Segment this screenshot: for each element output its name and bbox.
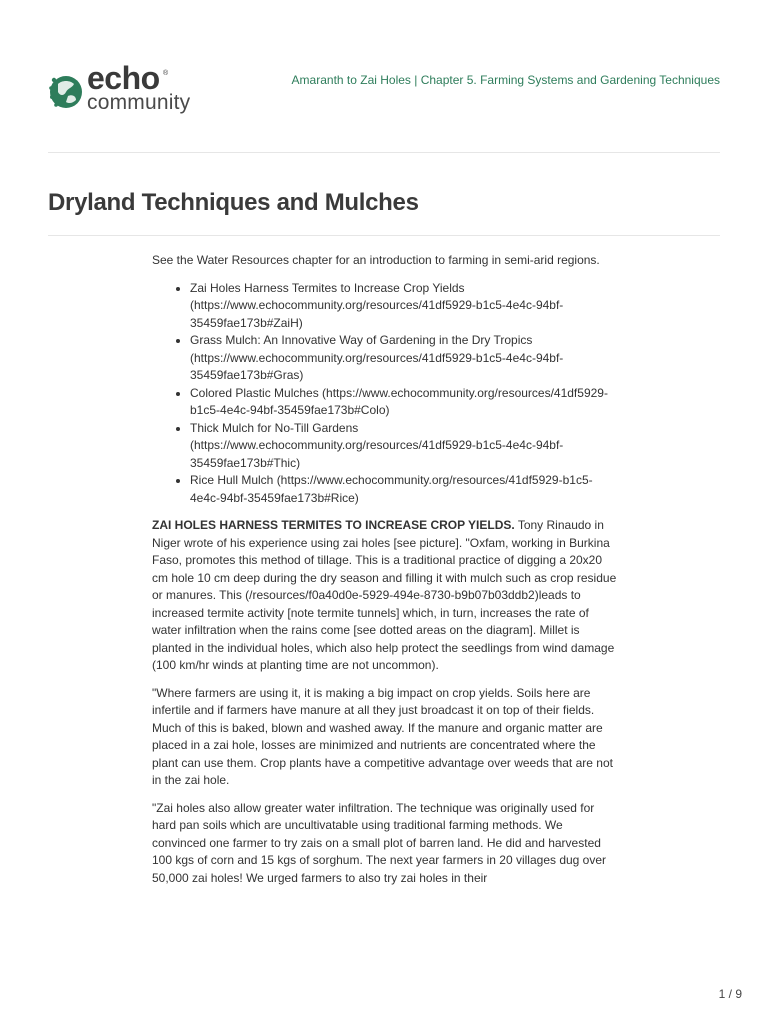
section-link-colored-plastic[interactable]: • Colored Plastic Mulches (https://www.echocommunity.org/resources/41df5929-b1c5-4e4c-94bf-35459fae173b#Colo) [190, 385, 618, 420]
title-divider [48, 235, 720, 236]
header-divider [48, 152, 720, 153]
section-link-zai-holes[interactable]: • Zai Holes Harness Termites to Increase Crop Yields (https://www.echocommunity.org/resources/41df5929-b1c5-4e4c-94bf-35459fae173b#ZaiH) [190, 280, 618, 333]
chapter-breadcrumb-link[interactable]: Amaranth to Zai Holes | Chapter 5. Farming Systems and Gardening Techniques [291, 73, 720, 87]
page-title: Dryland Techniques and Mulches [48, 189, 419, 216]
logo-tagline: community [87, 91, 191, 114]
page-number: 1 / 9 [718, 987, 742, 1001]
zai-holes-paragraph [152, 517, 618, 675]
impact-paragraph: "Where farmers are using it, it is making a big impact on crop yields. Soils here are infertile and if farmers have manure at all they just broadcast it on top of their fields. Much of this is baked, blown and washed away. If the manure and organic matter are placed in a zai hole, losses are minimized and nutrients are concentrated where the plant can use them. Crop plants have a competitive advantage over weeds that are not in the zai hole. [152, 685, 613, 787]
echo-community-logo[interactable] [48, 60, 208, 120]
section-heading: ZAI HOLES HARNESS TERMITES TO INCREASE CROP YIELDS. [152, 518, 515, 532]
globe-leaf-icon [48, 70, 84, 114]
section-link-thick-mulch[interactable]: • Thick Mulch for No-Till Gardens (https://www.echocommunity.org/resources/41df5929-b1c5-4e4c-94bf-35459fae173b#Thic) [190, 420, 618, 473]
logo-brand: echo [87, 60, 160, 96]
section-link-rice-hull[interactable]: • Rice Hull Mulch (https://www.echocommunity.org/resources/41df5929-b1c5-4e4c-94bf-35459fae173b#Rice) [190, 472, 618, 507]
zai-holes-text: Tony Rinaudo in Niger wrote of his experience using zai holes [see picture]. "Oxfam, working in Burkina Faso, promotes this method of tillage. This is a traditional practice of digging a 20x20 cm hole 10 cm deep during the dry season and filling it with mulch such as crop residue or manures. This (/resources/f0a40d0e-5929-494e-8730-b9b07b03ddb2)leads to increased termite activity [note termite tunnels] which, in turn, increases the rate of water infiltration when the rains come [see dotted areas on the diagram]. Millet is planted in the individual holes, which also help protect the seedlings from wind damage (100 km/hr winds at planting time are not uncommon). [152, 518, 617, 672]
page-header [0, 0, 768, 152]
section-link-list [152, 280, 618, 508]
article-body [152, 252, 618, 897]
section-link-grass-mulch[interactable]: • Grass Mulch: An Innovative Way of Gardening in the Dry Tropics (https://www.echocommunity.org/resources/41df5929-b1c5-4e4c-94bf-35459fae173b#Gras) [190, 332, 618, 385]
intro-paragraph: See the Water Resources chapter for an introduction to farming in semi-arid regions. [152, 253, 600, 267]
infiltration-paragraph: "Zai holes also allow greater water infiltration. The technique was originally used for hard pan soils which are uncultivatable using traditional farming methods. We convinced one farmer to try zais on a small plot of barren land. He did and harvested 100 kgs of corn and 15 kgs of sorghum. The next year farmers in 20 villages dug over 50,000 zai holes! We urged farmers to also try zai holes in their [152, 800, 607, 885]
logo-trademark: ® [163, 70, 169, 77]
